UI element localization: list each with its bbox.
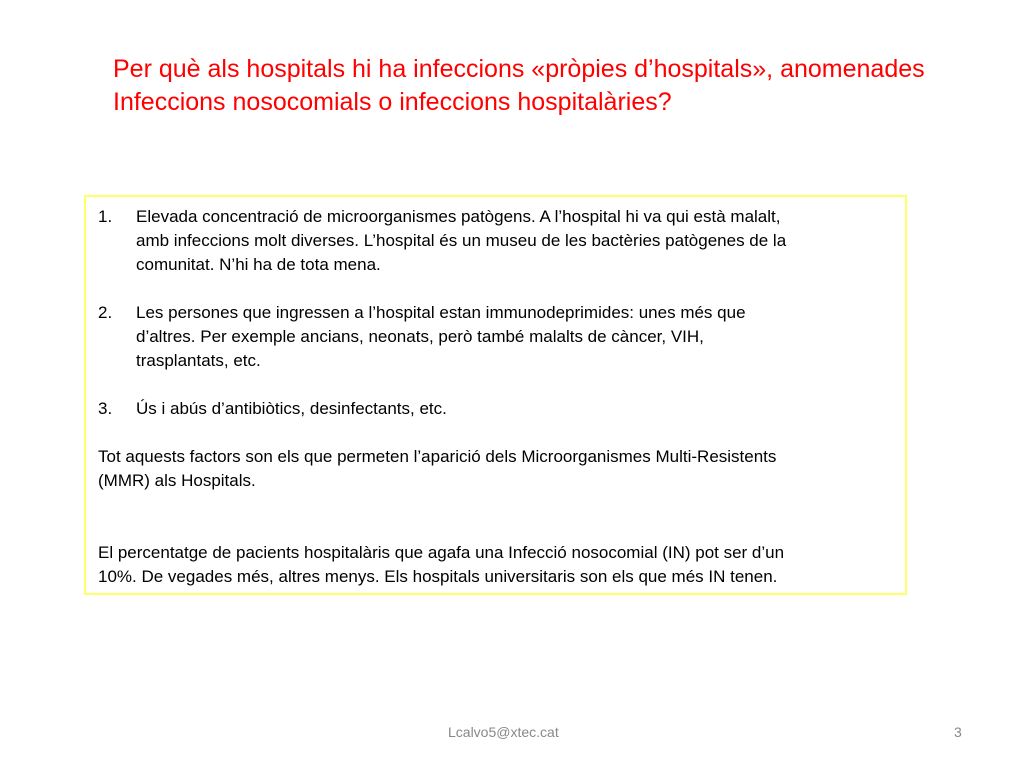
- content-box: [84, 195, 907, 595]
- slide-title: [113, 53, 1024, 119]
- list-item-3: [98, 397, 895, 421]
- footer-page-number: 3: [954, 724, 962, 740]
- list-item-1: [98, 205, 895, 277]
- factors-paragraph: Tot aquests factors son els que permeten l’aparició dels Microorganismes Multi-Resistents (MMR) als Hospitals.: [98, 447, 777, 490]
- list-item-text: Ús i abús d’antibiòtics, desinfectants, etc.: [136, 399, 447, 418]
- percentage-paragraph: El percentatge de pacients hospitalàris que agafa una Infecció nosocomial (IN) pot ser d’un 10%. De vegades més, altres menys. Els hospitals universitaris son els que més IN tenen.: [98, 543, 785, 586]
- spacer: [98, 493, 895, 541]
- list-item-number: 1.: [98, 207, 113, 226]
- spacer: [98, 373, 895, 397]
- slide-title-line-2: Infeccions nosocomials o infeccions hospitalàries?: [113, 88, 672, 116]
- spacer: [98, 421, 895, 445]
- list-item-text: Elevada concentració de microorganismes patògens. A l’hospital hi va qui està malalt, amb infeccions molt diverses. L’hospital és un museu de les bactèries patògenes de la comunitat. N’hi ha de tota mena.: [136, 207, 787, 274]
- list-item-number: 2.: [98, 303, 113, 322]
- list-item-number: 3.: [98, 399, 113, 418]
- footer-email: Lcalvo5@xtec.cat: [448, 724, 559, 740]
- list-item-text: Les persones que ingressen a l’hospital estan immunodeprimides: unes més que d’altres. Per exemple ancians, neonats, però també malalts de càncer, VIH, trasplantats, etc.: [136, 303, 746, 370]
- slide-title-line-1: Per què als hospitals hi ha infeccions «pròpies d’hospitals», anomenades: [113, 55, 925, 83]
- spacer: [98, 277, 895, 301]
- list-item-2: [98, 301, 895, 373]
